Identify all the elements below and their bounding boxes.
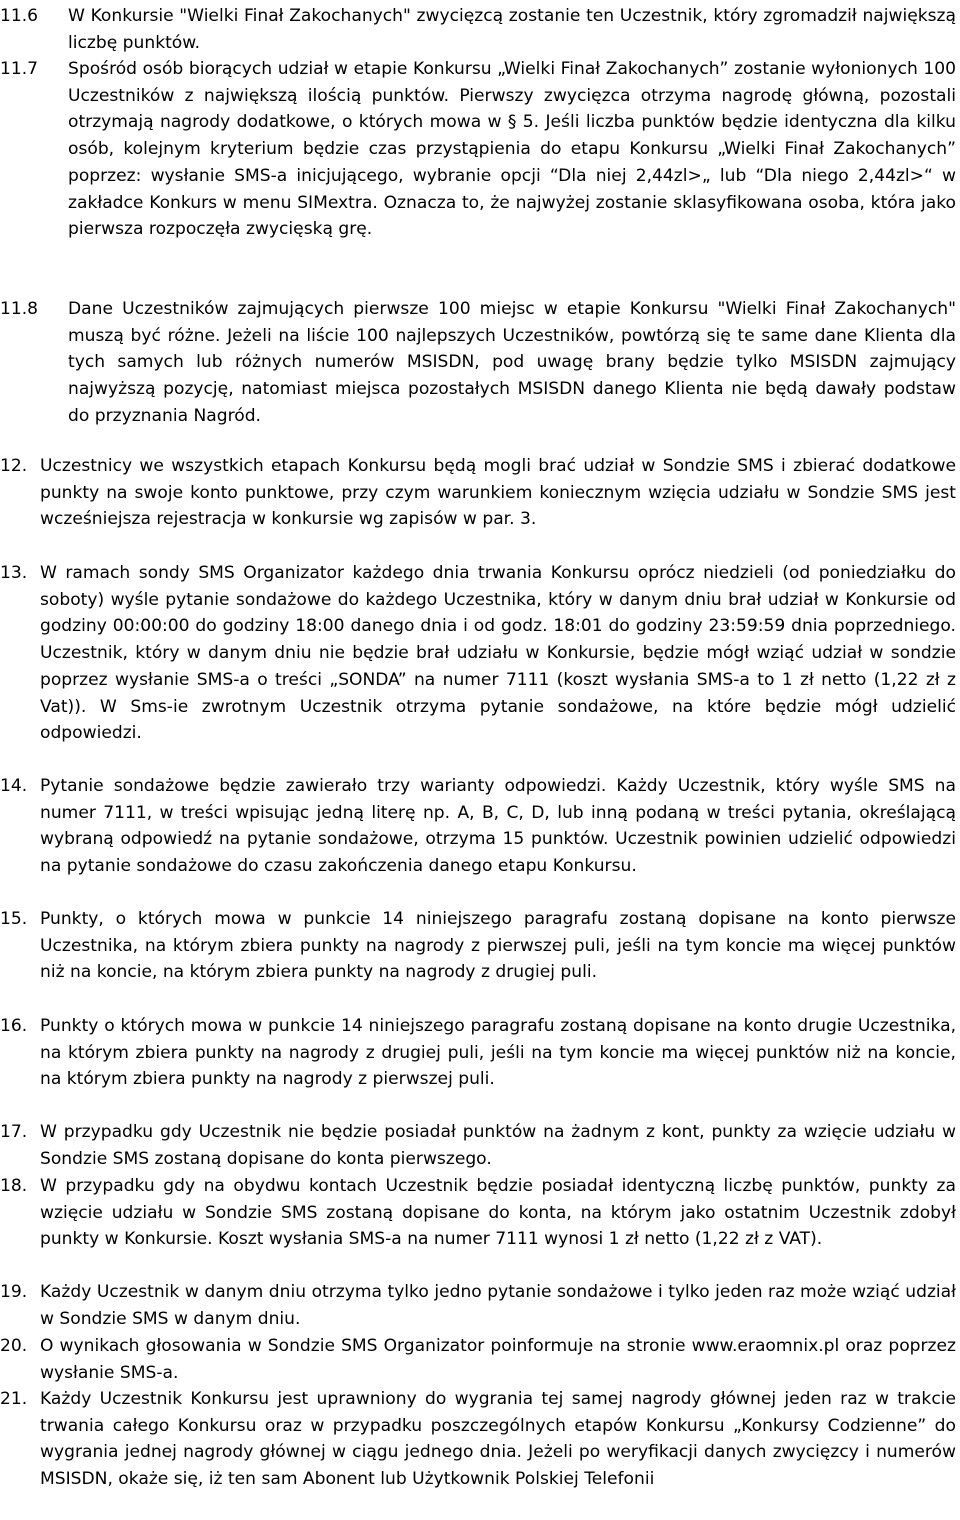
clause-number: 11.8	[0, 299, 39, 319]
clause-text: Każdy Uczestnik Konkursu jest uprawniony do wygrania tej samej nagrody głównej jeden raz w trakcie trwania całego Konkursu oraz w przypadku poszczególnych etapów Konkursu „Konkursy Codzienne” do wygrania jednej nagrody głównej w ciągu jednego dnia. Jeżeli po weryfikacji danych zwycięzcy i numerów MSISDN, okaże się, iż ten sam Abonent lub Użytkownik Polskiej Telefonii	[40, 1389, 956, 1490]
clause-text: Uczestnicy we wszystkich etapach Konkursu będą mogli brać udział w Sondzie SMS i zbierać dodatkowe punkty na swoje konto punktowe, przy czym warunkiem koniecznym wzięcia udziału w Sondzie SMS jest wcześniejsza rejestracja w konkursie wg zapisów w par. 3.	[40, 456, 956, 530]
clause-text: Punkty, o których mowa w punkcie 14 niniejszego paragrafu zostaną dopisane na konto pierwsze Uczestnika, na którym zbiera punkty na nagrody z pierwszej puli, jeśli na tym koncie ma więcej punktów niż na koncie, na którym zbiera punkty na nagrody z drugiej puli.	[40, 909, 956, 983]
clause-text: W przypadku gdy Uczestnik nie będzie posiadał punktów na żadnym z kont, punkty za wzięcie udziału w Sondzie SMS zostaną dopisane do konta pierwszego.	[40, 1122, 956, 1169]
clause-text: O wynikach głosowania w Sondzie SMS Organizator poinformuje na stronie www.eraomnix.pl oraz poprzez wysłanie SMS-a.	[40, 1336, 956, 1383]
clause-number: 11.6	[0, 6, 39, 26]
clause-number: 18.	[0, 1176, 28, 1196]
clause-number: 14.	[0, 776, 28, 796]
clause-number: 16.	[0, 1016, 28, 1036]
clause-17	[0, 1119, 956, 1172]
clause-text: Pytanie sondażowe będzie zawierało trzy warianty odpowiedzi. Każdy Uczestnik, który wyśle SMS na numer 7111, w treści wpisując jedną literę np. A, B, C, D, lub inną podaną w treści pytania, określającą wybraną odpowiedź na pytanie sondażowe, otrzyma 15 punktów. Uczestnik powinien udzielić odpowiedzi na pytanie sondażowe do czasu zakończenia danego etapu Konkursu.	[40, 776, 956, 877]
clause-11-6	[0, 3, 956, 56]
clause-20	[0, 1333, 956, 1386]
clause-number: 21.	[0, 1389, 28, 1409]
clause-number: 17.	[0, 1122, 28, 1142]
clause-number: 20.	[0, 1336, 28, 1356]
clause-16	[0, 1013, 956, 1093]
clause-text: Każdy Uczestnik w danym dniu otrzyma tylko jedno pytanie sondażowe i tylko jeden raz może wziąć udział w Sondzie SMS w danym dniu.	[40, 1282, 956, 1329]
clause-number: 11.7	[0, 59, 39, 79]
clause-12	[0, 453, 956, 533]
clause-text: W przypadku gdy na obydwu kontach Uczestnik będzie posiadał identyczną liczbę punktów, punkty za wzięcie udziału w Sondzie SMS zostaną dopisane do konta, na którym jako ostatnim Uczestnik zdobył punkty w Konkursie. Koszt wysłania SMS-a na numer 7111 wynosi 1 zł netto (1,22 zł z VAT).	[40, 1176, 956, 1250]
clause-text: W ramach sondy SMS Organizator każdego dnia trwania Konkursu oprócz niedzieli (od poniedziałku do soboty) wyśle pytanie sondażowe do każdego Uczestnika, który w danym dniu brał udział w Konkursie od godziny 00:00:00 do godziny 18:00 danego dnia i od godz. 18:01 do godziny 23:59:59 dnia poprzedniego. Uczestnik, który w danym dniu nie będzie brał udziału w Konkursie, będzie mógł wziąć udział w sondzie poprzez wysłanie SMS-a o treści „SONDA” na numer 7111 (koszt wysłania SMS-a to 1 zł netto (1,22 zł z Vat)). W Sms-ie zwrotnym Uczestnik otrzyma pytanie sondażowe, na które będzie mógł udzielić odpowiedzi.	[40, 563, 956, 744]
clause-number: 13.	[0, 563, 28, 583]
clause-13	[0, 560, 956, 747]
clause-14	[0, 773, 956, 880]
clause-number: 15.	[0, 909, 28, 929]
clause-11-7	[0, 56, 956, 243]
clause-19	[0, 1279, 956, 1332]
clause-number: 19.	[0, 1282, 28, 1302]
clause-text: Dane Uczestników zajmujących pierwsze 100 miejsc w etapie Konkursu "Wielki Finał Zakochanych" muszą być różne. Jeżeli na liście 100 najlepszych Uczestników, powtórzą się te same dane Klienta dla tych samych lub różnych numerów MSISDN, pod uwagę brany będzie tylko MSISDN zajmujący najwyższą pozycję, natomiast miejsca pozostałych MSISDN danego Klienta nie będą dawały podstaw do przyznania Nagród.	[68, 299, 956, 426]
clause-18	[0, 1173, 956, 1253]
clause-text: Punkty o których mowa w punkcie 14 niniejszego paragrafu zostaną dopisane na konto drugie Uczestnika, na którym zbiera punkty na nagrody z drugiej puli, jeśli na tym koncie ma więcej punktów niż na koncie, na którym zbiera punkty na nagrody z pierwszej puli.	[40, 1016, 956, 1090]
clause-15	[0, 906, 956, 986]
clause-text: W Konkursie "Wielki Finał Zakochanych" zwycięzcą zostanie ten Uczestnik, który zgromadził największą liczbę punktów.	[68, 6, 956, 53]
clause-11-8	[0, 296, 956, 430]
clause-number: 12.	[0, 456, 28, 476]
clause-21	[0, 1386, 956, 1493]
clause-text: Spośród osób biorących udział w etapie Konkursu „Wielki Finał Zakochanych” zostanie wyłonionych 100 Uczestników z największą ilością punktów. Pierwszy zwycięzca otrzyma nagrodę główną, pozostali otrzymają nagrody dodatkowe, o których mowa w § 5. Jeśli liczba punktów będzie identyczna dla kilku osób, kolejnym kryterium będzie czas przystąpienia do etapu Konkursu „Wielki Finał Zakochanych” poprzez: wysłanie SMS-a inicjującego, wybranie opcji “Dla niej 2,44zl>„ lub “Dla niego 2,44zl>“ w zakładce Konkurs w menu SIMextra. Oznacza to, że najwyżej zostanie sklasyfikowana osoba, która jako pierwsza rozpoczęła zwycięską grę.	[68, 59, 956, 240]
